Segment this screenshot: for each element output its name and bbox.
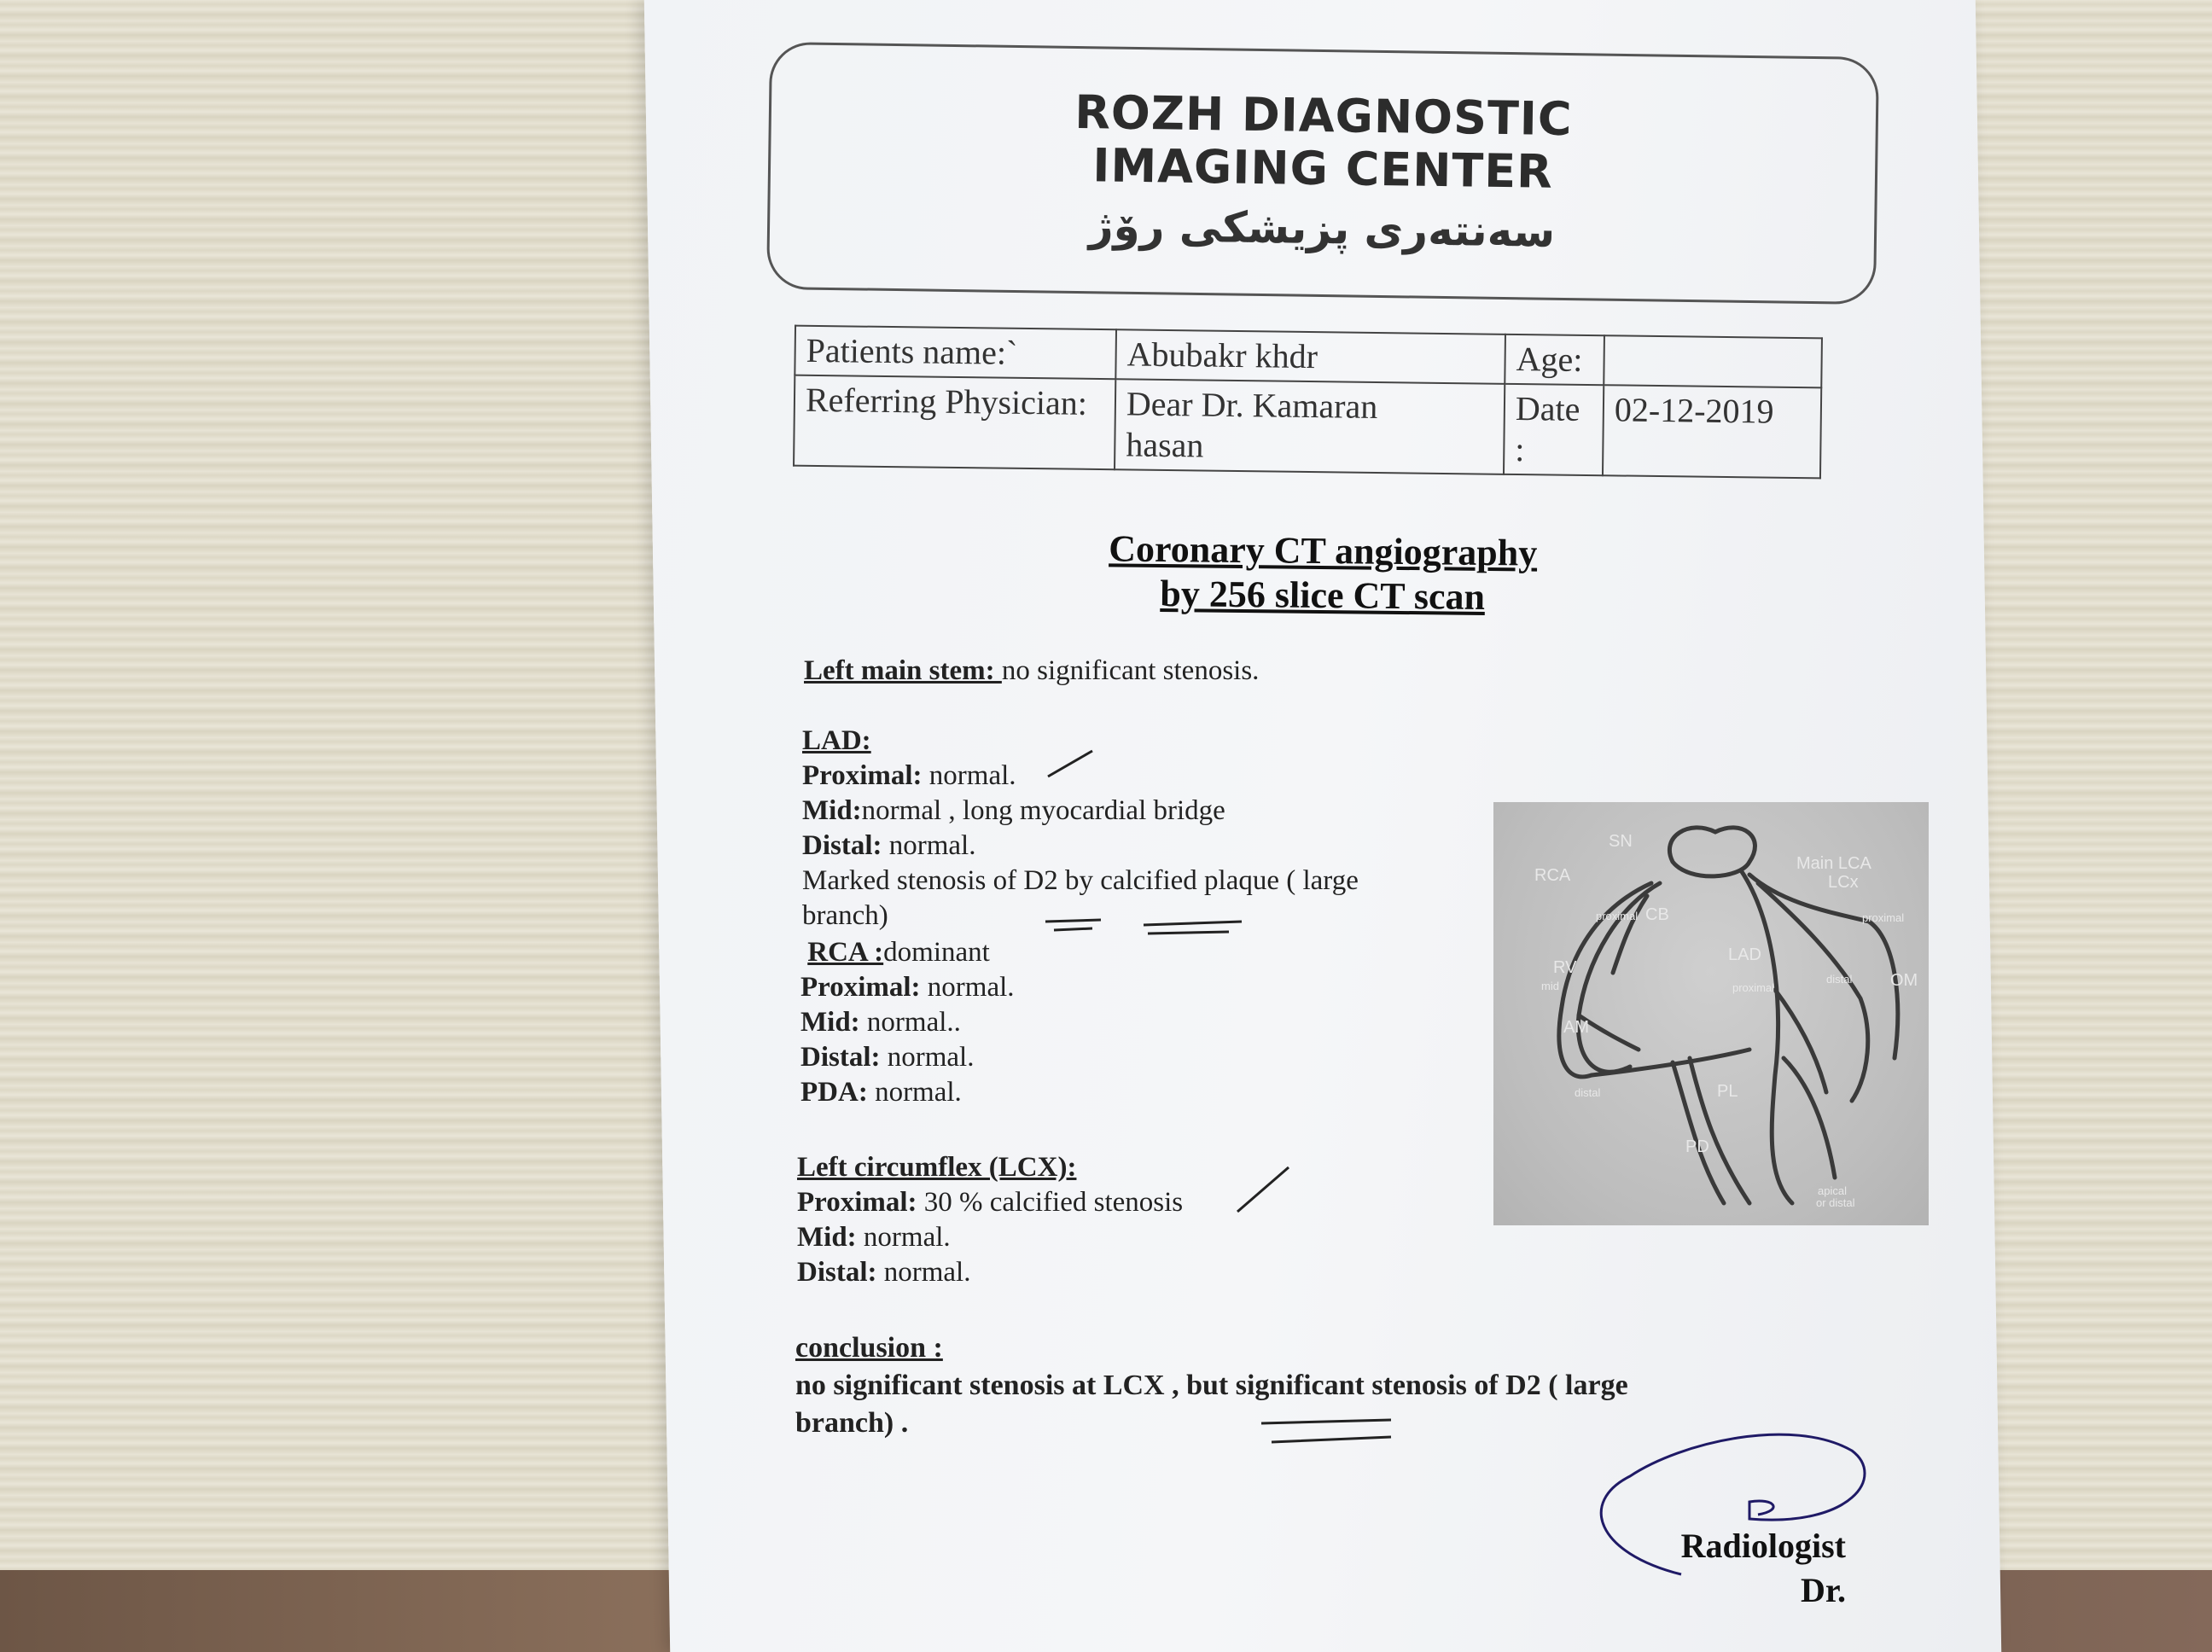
lad-mid-label: Mid: <box>802 795 862 826</box>
rca-pda-value: normal. <box>867 1077 962 1108</box>
lad-proximal-value: normal. <box>922 760 1016 791</box>
conclusion-heading: conclusion : <box>795 1332 943 1364</box>
pda-path <box>1690 1058 1749 1203</box>
label-rv: RV <box>1553 958 1577 977</box>
lad-note-line1: Marked stenosis of D2 by calcified plaque ( large <box>802 865 1359 896</box>
conclusion-line2: branch) . <box>795 1407 909 1439</box>
rca-distal-value: normal. <box>880 1042 975 1073</box>
lad-proximal-label: Proximal: <box>802 760 923 791</box>
center-name-kurdish: سەنتەری پزیشکی رۆژ <box>1088 201 1556 257</box>
patient-name-value: Abubakr khdr <box>1115 329 1505 384</box>
lcx-heading: Left circumflex (LCX): <box>797 1152 1077 1183</box>
left-main-section <box>804 654 1259 689</box>
lad-mid-value: normal , long myocardial bridge <box>861 795 1225 826</box>
label-lad-proximal: proximal <box>1732 981 1775 994</box>
diagonal2-path <box>1784 1058 1835 1178</box>
radiologist-name: Dr. <box>1801 1571 1846 1609</box>
lcx-path <box>1749 875 1898 1058</box>
label-sn: SN <box>1609 832 1633 851</box>
label-apical: apical <box>1818 1184 1847 1197</box>
lcx-proximal-label: Proximal: <box>797 1187 917 1218</box>
lcx-mid-value: normal. <box>856 1222 951 1253</box>
lad-distal-value: normal. <box>882 830 976 861</box>
label-lcx-proximal: proximal <box>1862 911 1905 924</box>
date-label-line1: Date <box>1515 388 1580 428</box>
referring-physician-label: Referring Physician: <box>794 375 1115 470</box>
radiologist-block <box>1660 1524 1846 1613</box>
rca-proximal-value: normal. <box>920 972 1015 1003</box>
rca-mid-label: Mid: <box>800 1007 860 1038</box>
label-cb: CB <box>1645 905 1669 924</box>
lad-heading: LAD: <box>802 725 871 756</box>
date-label <box>1504 384 1604 475</box>
left-main-heading: Left main stem: <box>804 655 1002 686</box>
label-mid: mid <box>1541 980 1559 992</box>
lcx-mid-label: Mid: <box>797 1222 857 1253</box>
rca-pda-label: PDA: <box>800 1077 868 1108</box>
label-am: AM <box>1563 1018 1589 1037</box>
rca-heading-suffix: dominant <box>883 937 990 968</box>
lad-path <box>1741 870 1792 1203</box>
label-or-distal: or distal <box>1816 1196 1855 1209</box>
conclusion-line1: no significant stenosis at LCX , but significant stenosis of D2 ( large <box>795 1370 1628 1401</box>
report-title-line1: Coronary CT angiography <box>1109 527 1538 574</box>
report-title-line2: by 256 slice CT scan <box>1160 573 1486 618</box>
referring-physician-line1: Dear Dr. Kamaran <box>1126 384 1378 426</box>
patient-info-table <box>793 325 1823 480</box>
referring-physician-line2: hasan <box>1126 425 1204 465</box>
left-main-text: no significant stenosis. <box>1001 655 1260 686</box>
rca-section <box>800 935 1015 1110</box>
report-title <box>1023 526 1621 620</box>
label-rca: RCA <box>1534 866 1571 885</box>
lad-section <box>802 724 1359 934</box>
label-om: OM <box>1890 971 1918 990</box>
coronary-artery-diagram <box>1493 802 1929 1225</box>
date-value: 02-12-2019 <box>1603 385 1821 478</box>
label-lcx: LCx <box>1828 873 1859 892</box>
label-distal-lcx: distal <box>1826 973 1853 986</box>
lcx-proximal-value: 30 % calcified stenosis <box>917 1187 1184 1218</box>
age-label: Age: <box>1505 334 1604 385</box>
referring-physician-value <box>1115 379 1505 474</box>
rca-heading: RCA : <box>807 937 884 968</box>
label-distal-rca: distal <box>1575 1086 1601 1099</box>
letterhead-box <box>766 42 1879 305</box>
date-label-line2: : <box>1515 429 1525 469</box>
lcx-distal-label: Distal: <box>797 1257 877 1288</box>
age-value <box>1604 335 1822 387</box>
label-rca-proximal: proximal <box>1596 910 1639 922</box>
center-name-line2: IMAGING CENTER <box>1091 138 1554 199</box>
label-pd: PD <box>1685 1137 1709 1156</box>
lad-distal-label: Distal: <box>802 830 882 861</box>
label-lad: LAD <box>1728 945 1761 964</box>
rca-proximal-label: Proximal: <box>800 972 921 1003</box>
center-name-line1: ROZH DIAGNOSTIC <box>1074 84 1573 147</box>
radiologist-title: Radiologist <box>1680 1527 1846 1565</box>
coronary-diagram-svg <box>1493 802 1929 1225</box>
lcx-distal-value: normal. <box>876 1257 971 1288</box>
label-main-lca: Main LCA <box>1796 854 1871 873</box>
lad-note-line2: branch) <box>802 900 888 931</box>
lcx-section <box>797 1150 1183 1290</box>
rca-distal-label: Distal: <box>800 1042 881 1073</box>
label-pl: PL <box>1717 1082 1738 1101</box>
patient-name-label: Patients name:` <box>795 326 1116 380</box>
center-name <box>771 82 1877 203</box>
conclusion-section <box>795 1329 1628 1442</box>
rca-mid-value: normal.. <box>859 1007 961 1038</box>
